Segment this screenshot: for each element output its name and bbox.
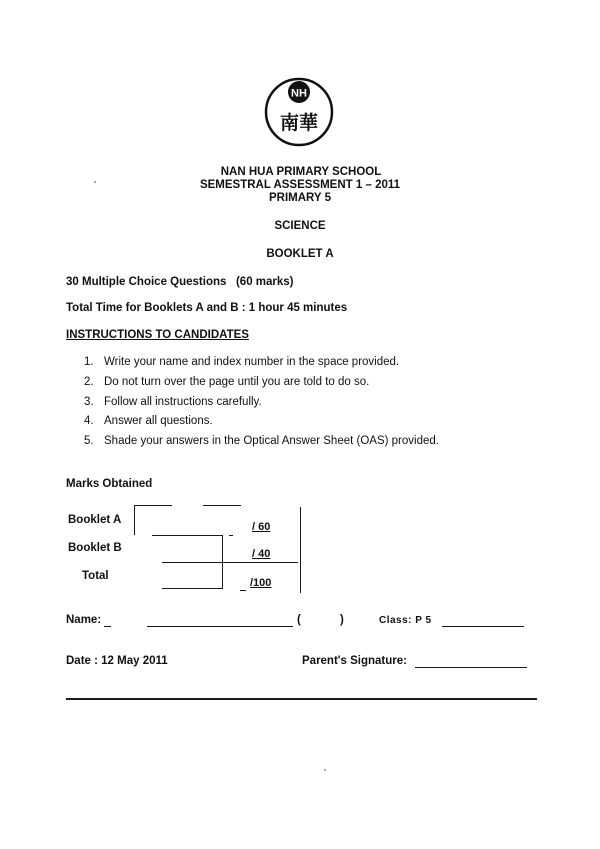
scan-speck [324, 769, 326, 771]
row-label-booklet-b: Booklet B [68, 542, 122, 554]
logo-monogram: NH [291, 87, 307, 100]
scan-speck [94, 181, 96, 183]
signature-field-line[interactable] [415, 667, 527, 668]
table-rule [240, 590, 246, 591]
class-field-line[interactable] [442, 626, 524, 627]
instruction-item: 3. Follow all instructions carefully. [84, 395, 262, 408]
class-label: Class: P 5 [379, 615, 432, 626]
index-paren-open: ( [297, 614, 301, 626]
row-label-total: Total [82, 570, 109, 582]
booklet-title: BOOKLET A [266, 248, 334, 260]
logo-chinese-name: 南華 [279, 112, 319, 134]
name-label: Name: [66, 614, 102, 626]
school-logo [264, 74, 334, 150]
instructions-heading: INSTRUCTIONS TO CANDIDATES [66, 329, 249, 341]
instruction-item: 1. Write your name and index number in the space provided. [84, 356, 400, 368]
marks-heading: Marks Obtained [66, 478, 153, 490]
level-title: PRIMARY 5 [269, 192, 331, 204]
name-field-line[interactable] [147, 626, 293, 627]
table-rule [162, 588, 223, 589]
signature-label: Parent's Signature: [302, 655, 407, 667]
table-rule [152, 535, 223, 536]
table-rule [134, 505, 172, 506]
instruction-item: 4. Answer all questions. [84, 415, 213, 428]
instructions-list [84, 355, 439, 454]
row-label-booklet-a: Booklet A [68, 514, 122, 526]
score-total: /100 [250, 577, 272, 589]
table-rule [134, 505, 135, 535]
school-name: NAN HUA PRIMARY SCHOOL [220, 166, 382, 178]
date-label: Date : 12 May 2011 [66, 655, 168, 667]
exam-header [0, 166, 600, 205]
total-time: Total Time for Booklets A and B : 1 hour 45 minutes [66, 302, 348, 314]
name-field-line [104, 626, 111, 627]
score-booklet-a: / 60 [252, 521, 271, 533]
footer-rule [66, 698, 537, 700]
score-booklet-b: / 40 [252, 548, 271, 560]
instruction-item: 5. Shade your answers in the Optical Answer Sheet (OAS) provided. [84, 435, 439, 448]
table-rule [162, 562, 298, 563]
questions-summary: 30 Multiple Choice Questions (60 marks) [66, 276, 294, 288]
index-paren-close: ) [340, 614, 344, 626]
table-rule [300, 507, 301, 593]
assessment-title: SEMESTRAL ASSESSMENT 1 – 2011 [199, 179, 401, 191]
table-rule [203, 505, 241, 506]
table-rule [229, 535, 233, 536]
instruction-item: 2. Do not turn over the page until you are told to do so. [84, 375, 370, 388]
subject-title: SCIENCE [274, 220, 326, 232]
